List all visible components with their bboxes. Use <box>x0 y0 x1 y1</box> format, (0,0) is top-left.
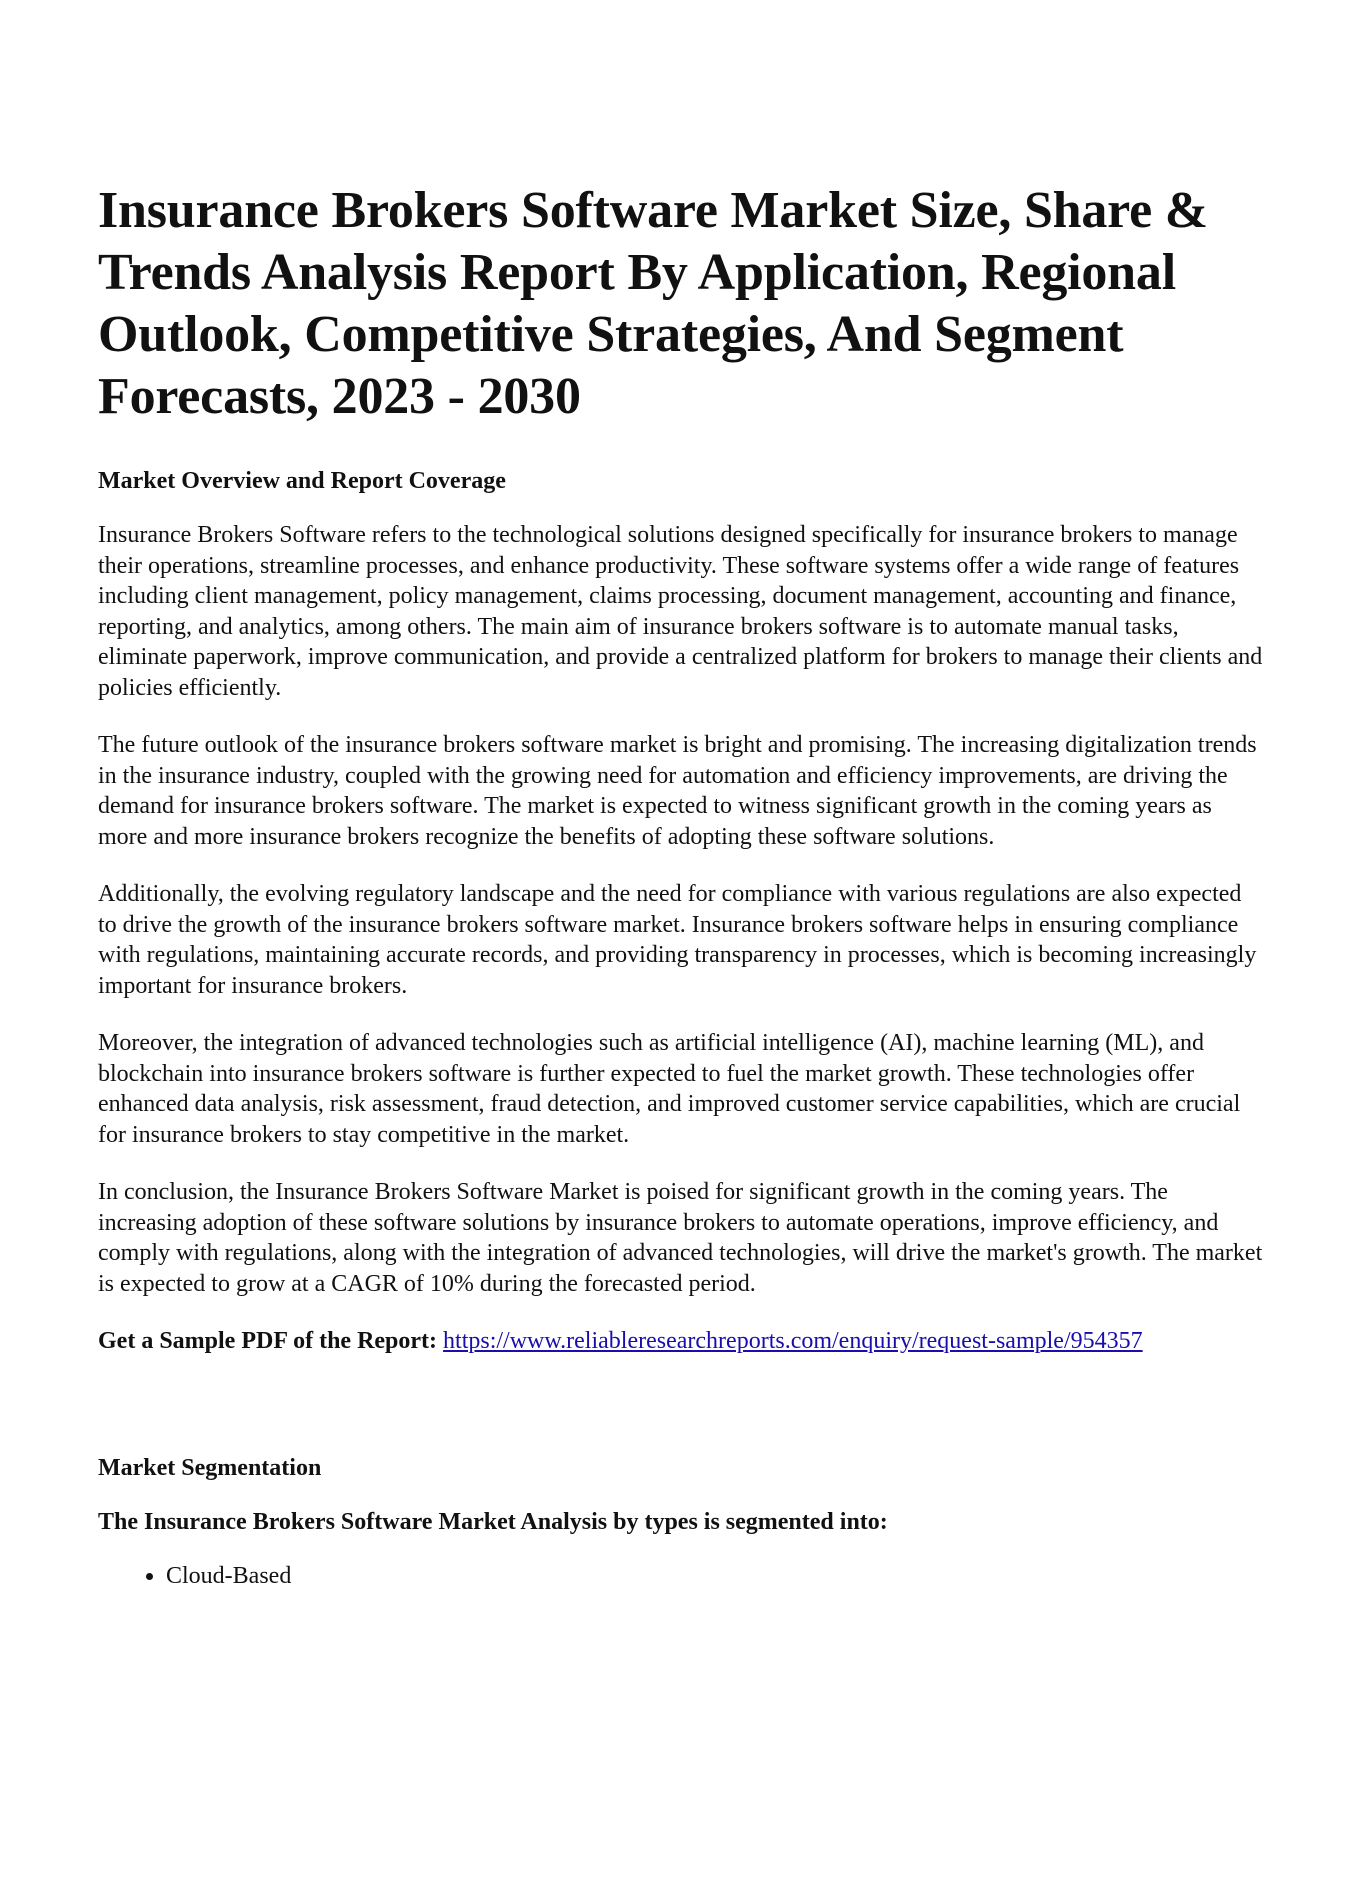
sample-pdf-label: Get a Sample PDF of the Report: <box>98 1328 438 1354</box>
sample-pdf-link[interactable]: https://www.reliableresearchreports.com/enquiry/request-sample/954357 <box>443 1328 1143 1354</box>
overview-paragraph-3: Additionally, the evolving regulatory landscape and the need for compliance with various regulations are also expected to drive the growth of the insurance brokers software market. Insurance brokers software helps in ensuring compliance with regulations, maintaining accurate records, and providing transparency in processes, which is becoming increasingly important for insurance brokers. <box>98 881 1257 999</box>
types-list <box>98 1561 1263 1592</box>
overview-paragraph-5: In conclusion, the Insurance Brokers Software Market is poised for significant growth in the coming years. The increasing adoption of these software solutions by insurance brokers to automate operations, improve efficiency, and comply with regulations, along with the integration of advanced technologies, will drive the market's growth. The market is expected to grow at a CAGR of 10% during the forecasted period. <box>98 1179 1263 1297</box>
sample-pdf-line <box>98 1326 1263 1357</box>
report-page <box>98 180 1263 1591</box>
list-item: • Cloud-Based <box>166 1561 1263 1592</box>
section-spacer <box>98 1357 1263 1453</box>
overview-paragraph-1: Insurance Brokers Software refers to the technological solutions designed specifically for insurance brokers to manage their operations, streamline processes, and enhance productivity. These software systems offer a wide range of features including client management, policy management, claims processing, document management, accounting and finance, reporting, and analytics, among others. The main aim of insurance brokers software is to automate manual tasks, eliminate paperwork, improve communication, and provide a centralized platform for brokers to manage their clients and policies efficiently. <box>98 522 1263 701</box>
overview-paragraph-2: The future outlook of the insurance brokers software market is bright and promising. The increasing digitalization trends in the insurance industry, coupled with the growing need for automation and efficiency improvements, are driving the demand for insurance brokers software. The market is expected to witness significant growth in the coming years as more and more insurance brokers recognize the benefits of adopting these software solutions. <box>98 732 1257 850</box>
segmentation-heading: Market Segmentation <box>98 1454 322 1481</box>
overview-paragraph-4: Moreover, the integration of advanced technologies such as artificial intelligence (AI), machine learning (ML), and blockchain into insurance brokers software is further expected to fuel the market growth. These technologies offer enhanced data analysis, risk assessment, fraud detection, and improved customer service capabilities, which are crucial for insurance brokers to stay competitive in the market. <box>98 1030 1241 1148</box>
types-heading: The Insurance Brokers Software Market Analysis by types is segmented into: <box>98 1508 888 1535</box>
page-title: Insurance Brokers Software Market Size, Share & Trends Analysis Report By Application, Regional Outlook, Competitive Strategies, And Segment Forecasts, 2023 - 2030 <box>98 182 1208 425</box>
overview-heading: Market Overview and Report Coverage <box>98 468 506 494</box>
